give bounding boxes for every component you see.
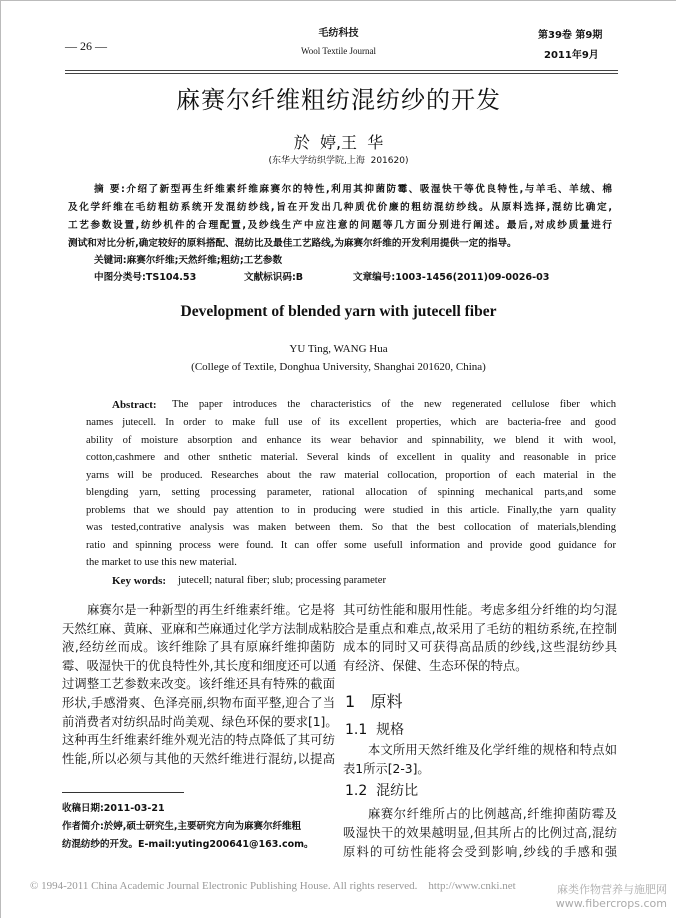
cn-abstract-line: 摘 要:介绍了新型再生纤维素纤维麻赛尔的特性,利用其抑菌防霉、吸湿快干等优良特性,与羊毛、羊绒、棉 — [94, 184, 612, 195]
english-authors: YU Ting, WANG Hua — [289, 343, 388, 355]
body-line: 过调整工艺参数来改变。该纤维还具有特殊的截面 — [62, 677, 335, 691]
body-line: 表1所示[2-3]。 — [343, 762, 430, 776]
page-number: — 26 — — [65, 39, 107, 53]
english-keywords: jutecell; natural fiber; slub; processing parameter — [178, 575, 386, 586]
issue-date: 2011年9月 — [544, 50, 599, 61]
body-line: 其可纺性能和服用性能。考虑多组分纤维的均匀混 — [343, 603, 617, 617]
body-line: 这种再生纤维素纤维外观光洁的特点降低了其可纺 — [62, 733, 335, 747]
journal-name-en: Wool Textile Journal — [301, 46, 376, 56]
body-line: 天然红麻、黄麻、亚麻和苎麻通过化学方法制成粘胶 — [62, 622, 345, 636]
received-date: 收稿日期:2011-03-21 — [62, 803, 165, 814]
subsection-heading: 1.2 混纺比 — [345, 783, 419, 799]
abstract-line: ratio and spinning process were found. It can offer some usefull information and provide good guidance for — [86, 540, 616, 551]
abstract-line: problems that we should pay attention to in producing were studied in this article. Finally,the yarn quality — [86, 505, 616, 516]
article-number: 文章编号:1003-1456(2011)09-0026-03 — [353, 272, 550, 283]
english-title: Development of blended yarn with jutecell fiber — [180, 303, 497, 320]
copyright-notice: © 1994-2011 China Academic Journal Electronic Publishing House. All rights reserved. http://www.cnki.net — [30, 880, 516, 892]
cn-keywords: 关键词:麻赛尔纤维;天然纤维;粗纺;工艺参数 — [94, 255, 283, 266]
abstract-line: ability of moisture absorption and enhance its wear behavior and spinnability, we blend it with wool, — [86, 435, 616, 446]
volume-issue: 第39卷 第9期 — [538, 30, 603, 41]
authors: 於 婷,王 华 — [293, 133, 384, 152]
abstract-line: was tested,contrative analysis was maken between them. So that the best collocation of materials,blending — [86, 522, 616, 533]
subsection-heading: 1.1 规格 — [345, 722, 405, 738]
keywords-label: Key words: — [112, 575, 167, 587]
author-bio: 纺混纺纱的开发。E-mail:yuting200641@163.com。 — [62, 839, 314, 850]
body-line: 合是重点和难点,故采用了毛纺的粗纺系统,在控制 — [343, 622, 617, 636]
cn-abstract-line: 工艺参数设置,纺纱机件的合理配置,及纱线生产中应注意的问题等几方面分别进行阐述。最后,对成纱质量进行 — [68, 220, 612, 231]
body-line: 形状,手感滑爽、色泽亮丽,织物布面平整,迎合了当 — [62, 696, 335, 710]
body-line: 本文所用天然纤维及化学纤维的规格和特点如 — [368, 743, 617, 757]
document-code: 文献标识码:B — [244, 272, 304, 283]
header-rule — [65, 70, 618, 71]
section-heading: 1 原料 — [345, 692, 403, 711]
body-line: 成本的同时又可获得高品质的纱线,这些混纺纱具 — [343, 640, 617, 654]
cn-abstract-line: 测试和对比分析,确定较好的原料搭配、混纺比及最佳工艺路线,为麻赛尔纤维的开发利用提供一定的指导。 — [68, 238, 517, 249]
abstract-line: the market to use this new material. — [86, 557, 237, 568]
abstract-line: The paper introduces the characteristics of the new regenerated cellulose fiber which — [172, 399, 616, 410]
journal-name-cn: 毛纺科技 — [318, 28, 359, 39]
abstract-line: blengding yarn, setting processing parameter, rational allocation of spinning mechanical parts,and some — [86, 487, 616, 498]
watermark-text: 麻类作物营养与施肥网 — [557, 883, 667, 896]
author-bio: 作者简介:於婷,硕士研究生,主要研究方向为麻赛尔纤维粗 — [62, 821, 302, 832]
body-line: 霉、吸湿快干的优良特性外,其长度和细度还可以通 — [62, 659, 337, 673]
abstract-line: names jutecell. In order to make full use of its excellent properties, which are bacteria-free and good — [86, 417, 616, 428]
body-line: 液,经纺丝而成。该纤维除了具有原麻纤维抑菌防 — [62, 640, 335, 654]
cn-abstract-line: 及化学纤维在毛纺粗纺系统开发混纺纱线,旨在开发出几种质优价廉的粗纺混纺纱线。从原料选择,混纺比确定, — [68, 202, 612, 213]
abstract-label: Abstract: — [112, 399, 157, 411]
header-rule — [65, 73, 618, 74]
body-line: 性能,所以必须与其他的天然纤维进行混纺,以提高 — [62, 752, 335, 766]
body-line: 麻赛尔纤维所占的比例越高,纤维抑菌防霉及 — [368, 807, 617, 821]
body-line: 麻赛尔是一种新型的再生纤维素纤维。它是将 — [87, 603, 335, 617]
body-line: 前消费者对纺织品时尚美观、绿色环保的要求[1]。 — [62, 715, 338, 729]
footnote-rule — [62, 792, 184, 793]
abstract-line: yarns will be produced. Researches about the raw material collocation, proportion of each material in the — [86, 470, 616, 481]
english-affiliation: (College of Textile, Donghua University, Shanghai 201620, China) — [191, 361, 486, 373]
clc-number: 中图分类号:TS104.53 — [94, 272, 197, 283]
body-line: 有经济、保健、生态环保的特点。 — [343, 659, 528, 673]
abstract-line: cotton,cashmere and other snthetic material. Several kinds of excellent in quality and reasonable in price — [86, 452, 616, 463]
watermark-url: www.fibercrops.com — [555, 897, 667, 910]
body-line: 吸湿快干的效果越明显,但其所占的比例过高,混纺 — [343, 826, 617, 840]
article-title: 麻赛尔纤维粗纺混纺纱的开发 — [176, 86, 501, 114]
body-line: 原料的可纺性能将会受到影响,纱线的手感和强 — [343, 845, 617, 859]
affiliation: (东华大学纺织学院,上海 201620) — [268, 156, 409, 166]
